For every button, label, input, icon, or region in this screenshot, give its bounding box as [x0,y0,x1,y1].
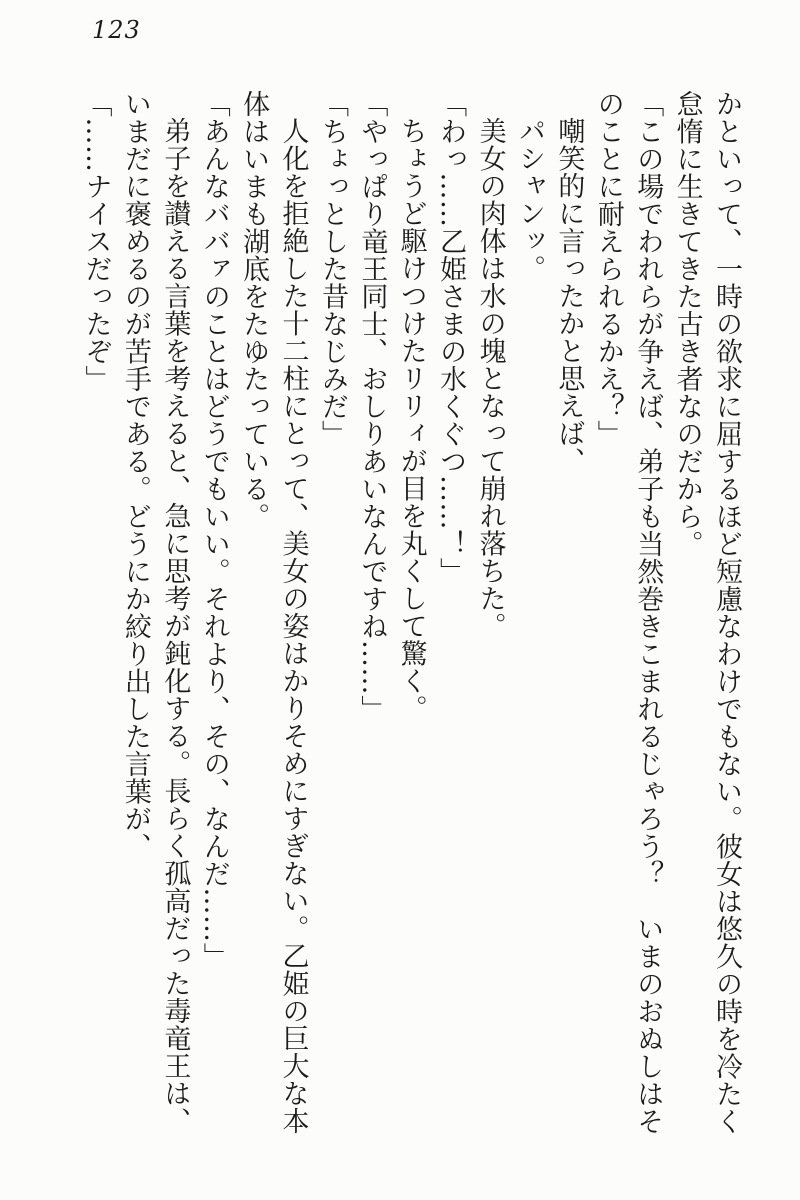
paragraph-sound-effect: パシャンッ。 [513,117,545,282]
paragraph-narration: 弟子を讃える言葉を考えると、急に思考が鈍化する。長らく孤高だった毒竜王は、いまだに褒めるのが苦手である。どうにか絞り出した言葉が、 [119,90,191,1135]
paragraph-narration: 美女の肉体は水の塊となって崩れ落ちた。 [474,117,506,640]
paragraph-dialogue: 「やっぱり竜王同士、おしりあいなんですね……」 [356,90,388,723]
paragraph-dialogue: 「ちょっとした昔なじみだ」 [316,90,348,448]
page-number: 123 [92,16,141,44]
paragraph-narration: 嘲笑的に言ったかと思えば、 [553,117,585,475]
paragraph-narration-continued: かといって、一時の欲求に屈するほど短慮なわけでもない。彼女は悠久の時を冷たく怠惰に生きてきた古き者なのだから。 [671,90,742,1135]
paragraph-dialogue: 「……ナイスだったぞ」 [80,90,112,393]
text-block [76,90,746,1138]
paragraph-narration: ちょうど駆けつけたリリィが目を丸くして驚く。 [395,117,427,722]
paragraph-dialogue: 「あんなババァのことはどうでもいい。それより、その、なんだ……」 [198,90,230,970]
paragraph-dialogue: 「この場でわれらが争えば、弟子も当然巻きこまれるじゃろう？ いまのおぬしはそのことに耐えられるかえ？」 [592,90,664,1135]
paragraph-narration: 人化を拒絶した十二柱にとって、美女の姿はかりそめにすぎない。乙姫の巨大な本体はいまも湖底をたゆたっている。 [238,90,309,1135]
paragraph-dialogue: 「わっ……乙姫さまの水くぐつ……！」 [435,90,467,585]
